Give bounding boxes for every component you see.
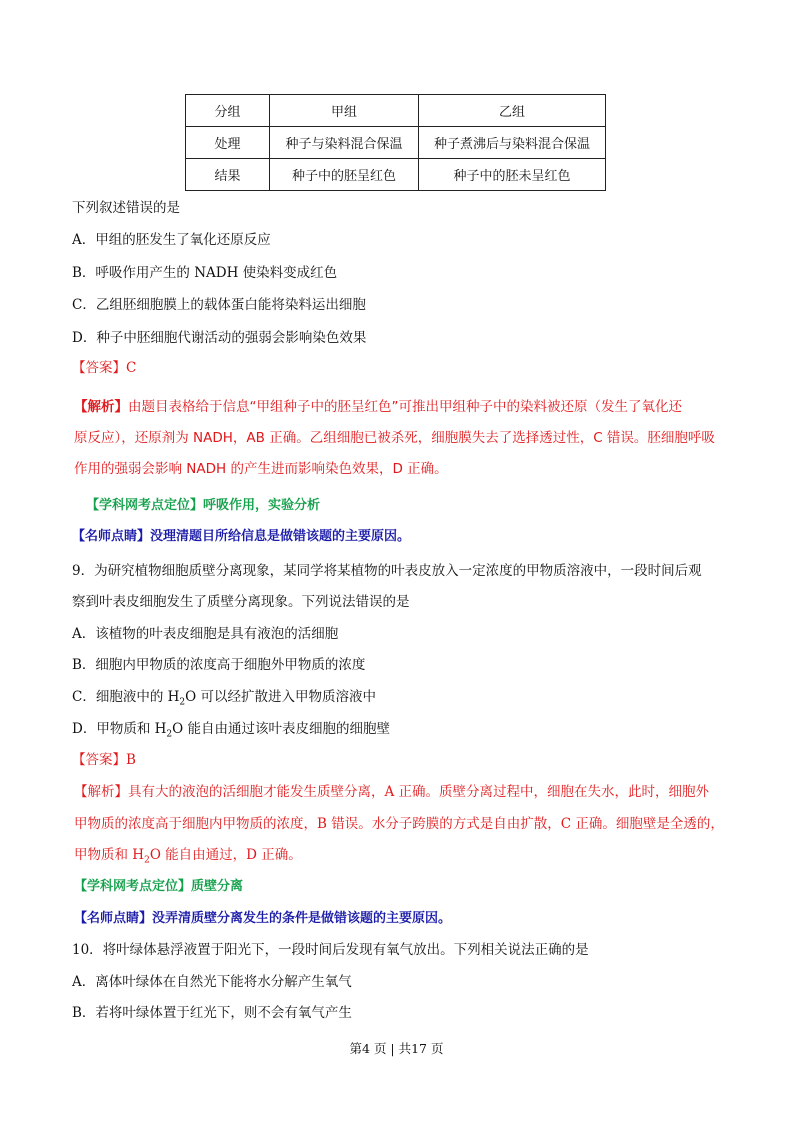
answer-value: C: [126, 360, 137, 376]
answer-tag: 【答案】: [72, 752, 126, 768]
q9-answer: [72, 750, 136, 770]
q9-stem-line-2: 察到叶表皮细胞发生了质壁分离现象。下列说法错误的是: [72, 594, 410, 610]
q9-option-d: [72, 719, 390, 745]
text: O 能自由通过该叶表皮细胞的细胞壁: [172, 721, 390, 737]
table-header-row: [186, 95, 606, 127]
q9-option-a: A．该植物的叶表皮细胞是具有液泡的活细胞: [72, 626, 339, 642]
analysis-tag: 【解析】: [74, 784, 128, 800]
q10-stem: 10．将叶绿体悬浮液置于阳光下，一段时间后发现有氧气放出。下列相关说法正确的是: [72, 942, 589, 958]
table-cell: 乙组: [419, 95, 606, 127]
q8-answer: [72, 358, 136, 378]
table-row: [186, 159, 606, 191]
text: D．甲物质和 H: [72, 721, 167, 737]
q8-analysis-line-2: 原反应），还原剂为 NADH，AB 正确。乙组细胞已被杀死，细胞膜失去了选择透过性，C 错误。胚细胞呼吸: [74, 430, 715, 446]
text: 甲物质和 H: [74, 847, 145, 863]
analysis-text: 由题目表格给于信息“甲组种子中的胚呈红色”可推出甲组种子中的染料被还原（发生了氧化还: [128, 399, 682, 415]
table-cell: 种子中的胚呈红色: [270, 159, 419, 191]
q8-option-d: D．种子中胚细胞代谢活动的强弱会影响染色效果: [72, 330, 367, 346]
q9-option-c: [72, 687, 376, 713]
q8-option-c: C．乙组胚细胞膜上的载体蛋白能将染料运出细胞: [72, 297, 366, 313]
q9-analysis-line-1: [74, 782, 709, 802]
table-cell: 种子中的胚未呈红色: [419, 159, 606, 191]
table-cell: 种子与染料混合保温: [270, 127, 419, 159]
table-cell: 分组: [186, 95, 270, 127]
q8-stem: 下列叙述错误的是: [72, 200, 180, 216]
text: O 能自由通过，D 正确。: [149, 847, 302, 863]
subscript: 2: [144, 855, 150, 866]
table-cell: 结果: [186, 159, 270, 191]
q9-dianjing: 【名师点睛】没弄清质壁分离发生的条件是做错该题的主要原因。: [74, 911, 452, 926]
analysis-tag: 【解析】: [74, 399, 128, 415]
q8-kaodian: 【学科网考点定位】呼吸作用，实验分析: [86, 498, 321, 513]
q8-option-a: A．甲组的胚发生了氧化还原反应: [72, 232, 271, 248]
table-row: [186, 127, 606, 159]
text: C．细胞液中的 H: [72, 689, 180, 705]
q9-analysis-line-3: [74, 845, 302, 871]
q9-stem-line-1: 9．为研究植物细胞质壁分离现象，某同学将某植物的叶表皮放入一定浓度的甲物质溶液中，一段时间后观: [72, 563, 702, 579]
subscript: 2: [179, 697, 186, 708]
text: O 可以经扩散进入甲物质溶液中: [185, 689, 376, 705]
q10-option-a: A．离体叶绿体在自然光下能将水分解产生氧气: [72, 974, 352, 990]
experiment-table: [185, 94, 606, 191]
q9-kaodian: 【学科网考点定位】质壁分离: [74, 879, 244, 894]
q8-dianjing: 【名师点睛】没理清题目所给信息是做错该题的主要原因。: [72, 529, 411, 544]
q9-analysis-line-2: 甲物质的浓度高于细胞内甲物质的浓度，B 错误。水分子跨膜的方式是自由扩散，C 正确。细胞壁是全透的，: [74, 816, 724, 832]
q9-option-b: B．细胞内甲物质的浓度高于细胞外甲物质的浓度: [72, 657, 366, 673]
analysis-text: 具有大的液泡的活细胞才能发生质壁分离，A 正确。质壁分离过程中，细胞在失水，此时，细胞外: [128, 784, 710, 800]
table-cell: 种子煮沸后与染料混合保温: [419, 127, 606, 159]
answer-value: B: [126, 752, 136, 768]
table-cell: 甲组: [270, 95, 419, 127]
q8-analysis-line-3: 作用的强弱会影响 NADH 的产生进而影响染色效果，D 正确。: [74, 461, 448, 477]
subscript: 2: [166, 729, 173, 740]
page-footer: 第4 页 | 共17 页: [349, 1041, 444, 1056]
q8-option-b: B．呼吸作用产生的 NADH 使染料变成红色: [72, 265, 338, 281]
q8-analysis-line-1: [74, 397, 682, 417]
table-cell: 处理: [186, 127, 270, 159]
q10-option-b: B．若将叶绿体置于红光下，则不会有氧气产生: [72, 1005, 352, 1021]
answer-tag: 【答案】: [72, 360, 126, 376]
